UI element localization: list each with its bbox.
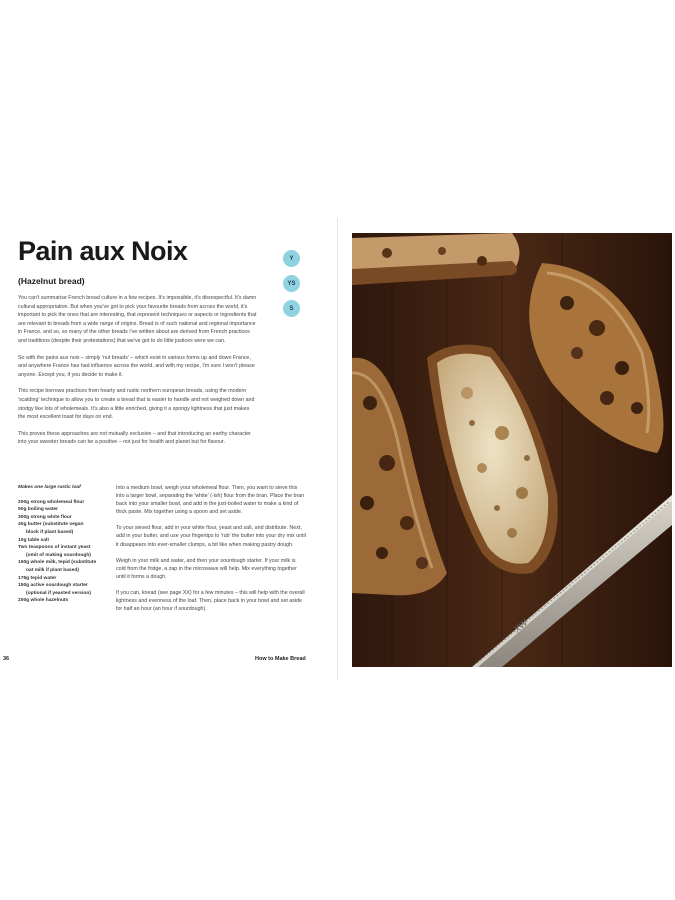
method-step: Weigh in your milk and water, and then your sourdough starter. If your milk is cold from the fridge, a zap in the microwave will help. Mix everything together until it forms a dough.: [116, 557, 297, 580]
ingredient-text: 200g whole hazelnuts: [18, 598, 69, 604]
ingredient-note: block if plant based): [26, 529, 74, 535]
ingredient-item: [18, 544, 120, 559]
running-head: How to Make Bread: [255, 656, 306, 662]
intro-paragraph: You can't summarise French bread culture in a few recipes. It's impossible, it's disrespectful. It's damn cultural appropriation. But when you've got to pick your favourite breads from across the world, it's important to pick the ones that are interesting, that represent techniques or aspects or ingredients that are relevant to breads from a wide range of origins. Bread is of such national and regional importance in France, and so, so many of the other breads I've written about are derived from French practices and traditions (despite their protestations) that we've got to do little justices were we can.: [18, 295, 257, 344]
ingredient-item: [18, 514, 120, 522]
badge-yeasted-sourdough: YS: [283, 275, 300, 292]
ingredient-text: Two teaspoons of instant yeast: [18, 545, 91, 551]
ingredient-item: [18, 521, 120, 536]
ingredient-text: 300g strong white flour: [18, 514, 72, 520]
ingredient-text: 50g boiling water: [18, 507, 58, 513]
ingredient-item: [18, 575, 120, 583]
recipe-method: [116, 484, 306, 621]
intro-paragraph: So with the pains aux noix – simply 'nut breads' – which exist in various forms up and down France, and anywhere France has had influence across the world, and with my recipe, I'm sure I won't please anyone. Except you, if you decide to make it.: [18, 354, 255, 378]
bread-photo: [352, 233, 672, 667]
recipe-subtitle: (Hazelnut bread): [18, 276, 85, 286]
ingredient-item: [18, 559, 120, 574]
badge-sourdough: S: [283, 300, 300, 317]
knife-engraving: XW: [511, 617, 530, 635]
recipe-intro: [18, 294, 258, 455]
ingredient-item: [18, 499, 120, 507]
page-gutter: [337, 218, 338, 680]
ingredients-heading: Makes one large rustic loaf: [18, 485, 81, 490]
diet-badges: [283, 250, 300, 325]
ingredient-item: [18, 537, 120, 545]
ingredient-item: [18, 582, 120, 597]
ingredient-text: 150g whole milk, tepid (substitute: [18, 560, 97, 566]
ingredients-list: [18, 484, 120, 605]
ingredient-item: [18, 597, 120, 605]
ingredient-text: 40g butter (substitute vegan: [18, 522, 84, 528]
intro-paragraph: This proves these approaches are not mutually exclusive – and that introducing an earthy character into your sweeter breads can be a positive – not just for health and planet but for flavour.: [18, 430, 251, 446]
ingredient-note: (optional if yeasted version): [26, 590, 91, 596]
ingredient-text: 200g strong wholemeal flour: [18, 499, 85, 505]
page-number: 36: [3, 656, 10, 662]
ingredient-text: 150g active sourdough starter: [18, 583, 88, 589]
ingredient-item: [18, 506, 120, 514]
ingredient-note: oat milk if plant based): [26, 567, 79, 573]
sliced-hazelnut-bread-image: [352, 233, 672, 667]
ingredient-text: 10g table salt: [18, 537, 49, 543]
badge-yeasted: Y: [283, 250, 300, 267]
recipe-title: Pain aux Noix: [18, 236, 188, 266]
ingredient-note: (omit of making sourdough): [26, 552, 91, 558]
method-step: To your sieved flour, add in your white flour, yeast and salt, and distribute. Next, add in your butter, and use your fingertips to 'rub' the butter into your dry mix until it disappears into ever-smaller clumps, a bit like when making pastry dough.: [116, 525, 306, 548]
ingredient-text: 175g tepid water: [18, 575, 57, 581]
method-step: If you can, knead (see page XX) for a few minutes – this will help with the overall lightness and evenness of the loaf. Then, place back in your bowl and set aside for half an hour (an hour if sourdough).: [116, 589, 305, 613]
method-step: Into a medium bowl, weigh your wholemeal flour. Then, you want to sieve this into a larger bowl, separating the 'white' (-ish) flour from the bran. Place the bran back into your smaller bowl, and add in the just-boiled water to make a kind of thick paste. Mix together using a spoon and set aside.: [116, 485, 305, 516]
intro-paragraph: This recipe borrows practices from hearty and rustic northern european breads, using the modern 'scalding' technique to allow you to create a bread that is easier to handle and not weighed down and stodgy like lots of wholemeals. It's also a little enriched, giving it a spongy lightness that just makes the most excellent toast for days on end.: [18, 388, 255, 421]
